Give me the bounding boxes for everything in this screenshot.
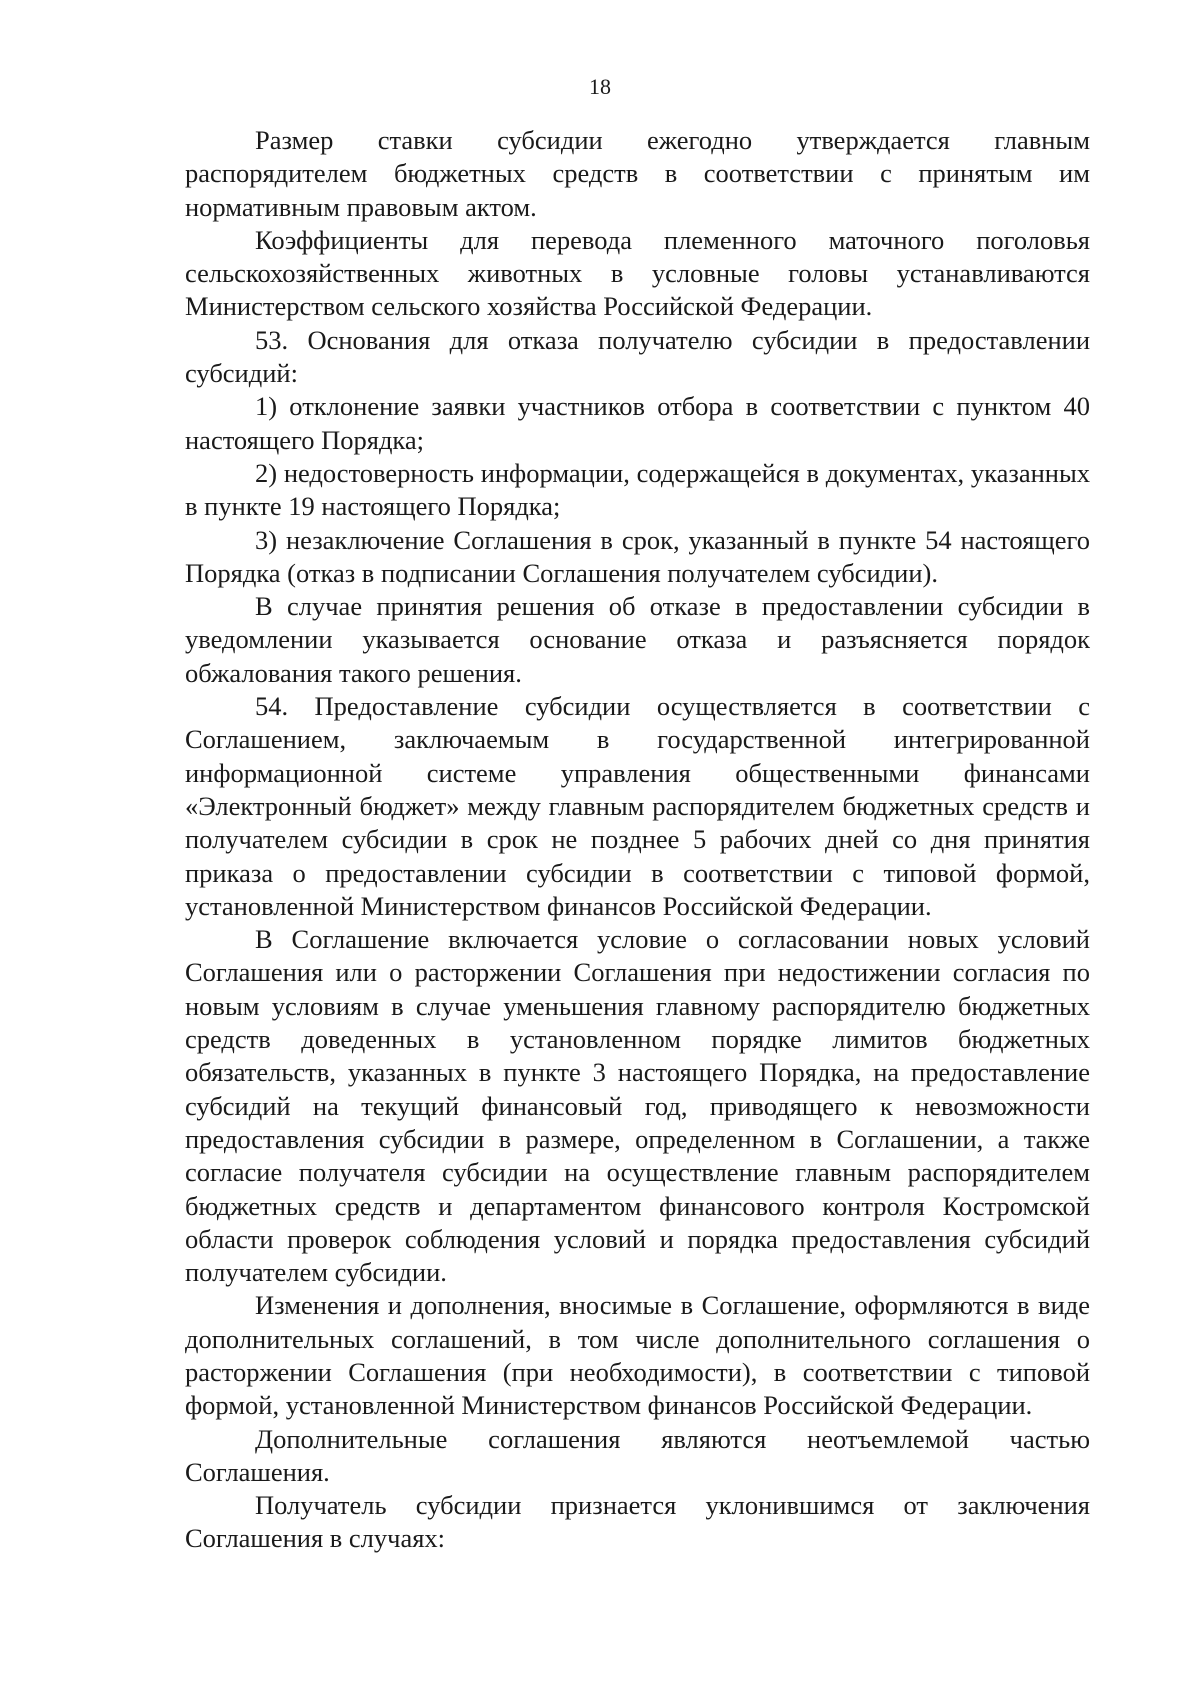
paragraph-54-agreement: 54. Предоставление субсидии осуществляется в соответствии с Соглашением, заключаемым в государственной интегрированной информационной системе управления общественными финансами «Электронный бюджет» между главным распорядителем бюджетных средств и получателем субсидии в срок не позднее 5 рабочих дней со дня принятия приказа о предоставлении субсидии в соответствии с типовой формой, установленной Министерством финансов Российской Федерации.: [185, 691, 1090, 921]
page-number: 18: [589, 74, 611, 99]
paragraph-additional-agreements: Дополнительные соглашения являются неотъемлемой частью Соглашения.: [185, 1423, 1090, 1487]
paragraph-53-refusal-grounds: 53. Основания для отказа получателю субсидии в предоставлении субсидий:: [185, 324, 1090, 389]
paragraph-evasion-cases: Получатель субсидии признается уклонившимся от заключения Соглашения в случаях:: [185, 1490, 1090, 1554]
paragraph-refusal-notice: В случае принятия решения об отказе в предоставлении субсидии в уведомлении указывается основание отказа и разъясняется порядок обжалования такого решения.: [185, 591, 1090, 688]
document-body: [185, 124, 1090, 1556]
paragraph-53-item-2: 2) недостоверность информации, содержащейся в документах, указанных в пункте 19 настоящего Порядка;: [185, 457, 1090, 522]
paragraph-subsidy-rate: Размер ставки субсидии ежегодно утверждается главным распорядителем бюджетных средств в соответствии с принятым им нормативным правовым актом.: [185, 125, 1090, 222]
paragraph-53-item-1: 1) отклонение заявки участников отбора в соответствии с пунктом 40 настоящего Порядка;: [185, 391, 1090, 455]
paragraph-53-item-3: 3) незаключение Соглашения в срок, указанный в пункте 54 настоящего Порядка (отказ в подписании Соглашения получателем субсидии).: [185, 524, 1090, 588]
paragraph-agreement-conditions: В Соглашение включается условие о согласовании новых условий Соглашения или о расторжении Соглашения при недостижении согласия по новым условиям в случае уменьшения главному распорядителю бюджетных средств доведенных в установленном порядке лимитов бюджетных обязательств, указанных в пункте 3 настоящего Порядка, на предоставление субсидий на текущий финансовый год, приводящего к невозможности предоставления субсидии в размере, определенном в Соглашении, а также согласие получателя субсидии на осуществление главным распорядителем бюджетных средств и департаментом финансового контроля Костромской области проверок соблюдения условий и порядка предоставления субсидий получателем субсидии.: [185, 924, 1090, 1288]
paragraph-coefficients: Коэффициенты для перевода племенного маточного поголовья сельскохозяйственных животных в условные головы устанавливаются Министерством сельского хозяйства Российской Федерации.: [185, 224, 1090, 322]
paragraph-amendments: Изменения и дополнения, вносимые в Соглашение, оформляются в виде дополнительных соглашений, в том числе дополнительного соглашения о расторжении Соглашения (при необходимости), в соответствии с типовой формой, установленной Министерством финансов Российской Федерации.: [185, 1290, 1090, 1421]
